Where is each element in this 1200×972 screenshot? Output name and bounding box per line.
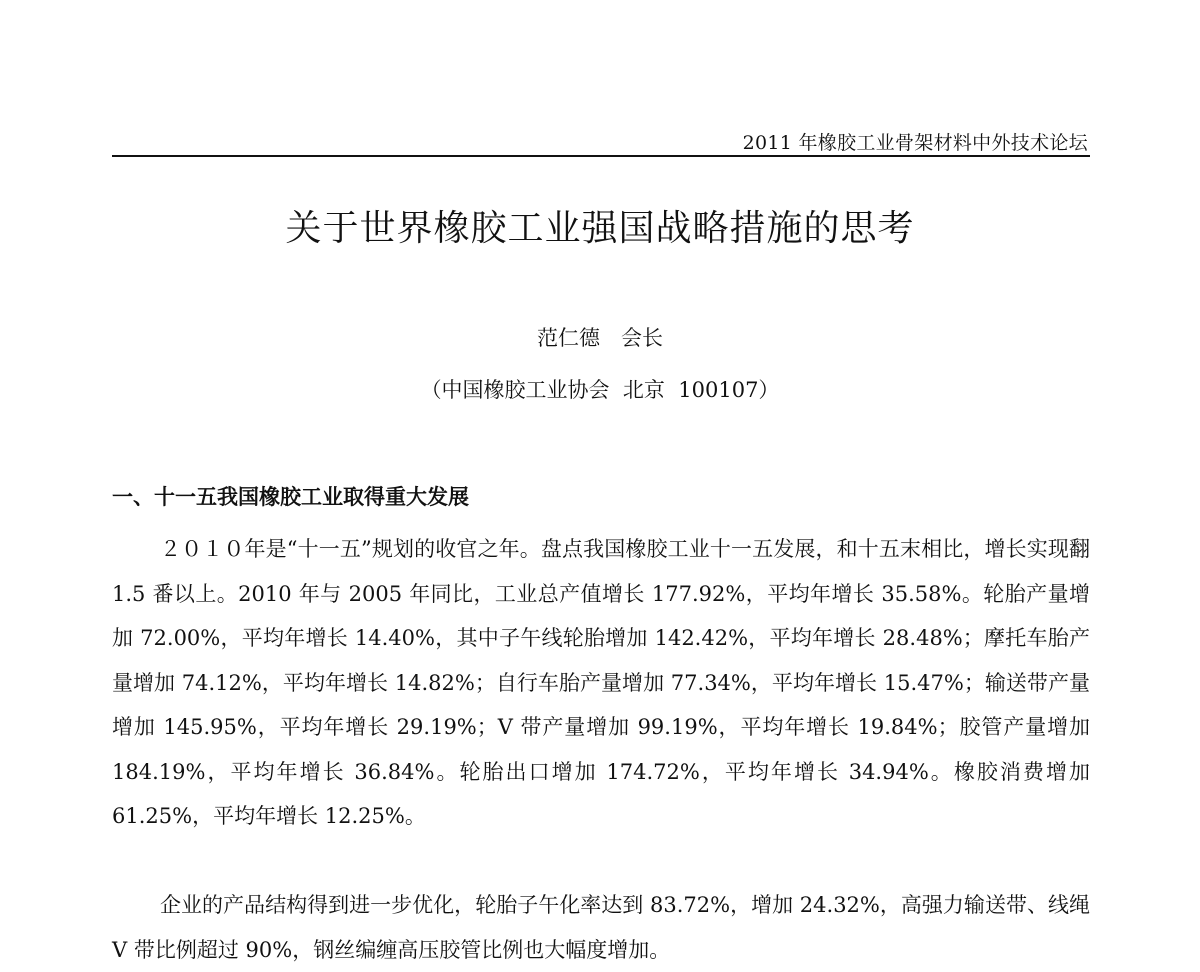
body-paragraph: 企业的产品结构得到进一步优化，轮胎子午化率达到 83.72%，增加 24.32%，高强力输送带、线绳 V 带比例超过 90%，钢丝编缠高压胶管比例也大幅度增加。	[112, 893, 1090, 962]
header-rule	[112, 155, 1090, 157]
body-paragraph: ２０１０年是“十一五”规划的收官之年。盘点我国橡胶工业十一五发展，和十五末相比，增长实现翻 1.5 番以上。2010 年与 2005 年同比，工业总产值增长 177.92%，平均年增长 35.58%。轮胎产量增加 72.00%，平均年增长 14.40%，其中子午线轮胎增加 142.42%，平均年增长 28.48%；摩托车胎产量增加 74.12%，平均年增长 14.82%；自行车胎产量增加 77.34%，平均年增长 15.47%；输送带产量增加 145.95%，平均年增长 29.19%；V 带产量增加 99.19%，平均年增长 19.84%；胶管产量增加 184.19%，平均年增长 36.84%。轮胎出口增加 174.72%，平均年增长 34.94%。橡胶消费增加 61.25%，平均年增长 12.25%。	[112, 537, 1090, 828]
article-title: 关于世界橡胶工业强国战略措施的思考	[285, 208, 915, 249]
affiliation-line: （中国橡胶工业协会 北京 100107）	[420, 378, 780, 402]
author-line: 范仁德 会长	[537, 326, 663, 350]
section-heading: 一、十一五我国橡胶工业取得重大发展	[112, 485, 469, 509]
running-header: 2011 年橡胶工业骨架材料中外技术论坛	[742, 132, 1088, 154]
